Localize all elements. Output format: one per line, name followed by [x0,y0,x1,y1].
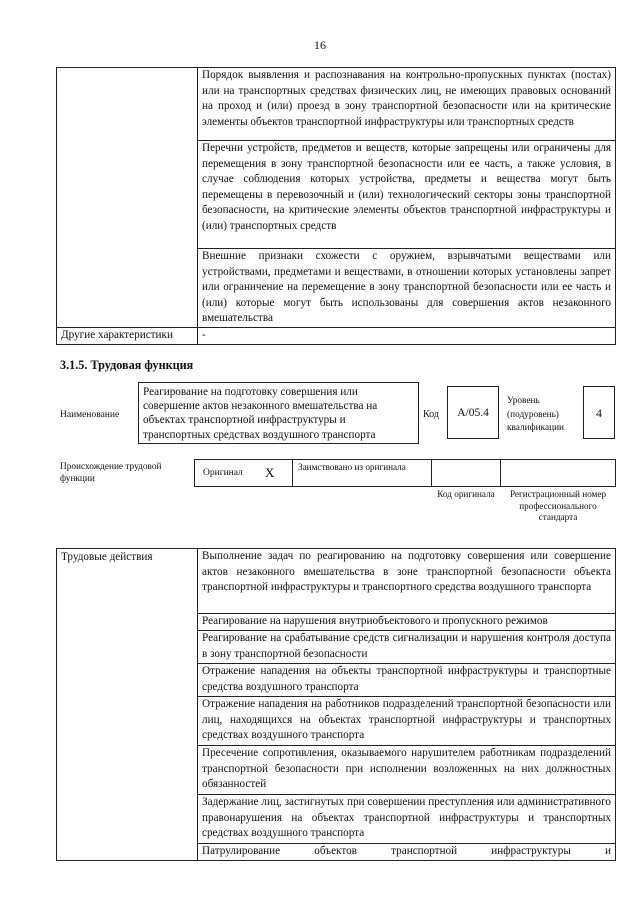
registration-number-caption: Регистрационный номер профессионального стандарта [509,489,607,522]
labor-action-item: Отражение нападения на объекты транспортной инфраструктуры и транспортные средства воздушного транспорта [198,664,616,697]
table-cell-text: Порядок выявления и распознавания на контрольно-пропускных пунктах (постах) или на транспортных средствах физических лиц, не имеющих правовых оснований на проход и (или) проезд в зону транспортной безопасности или на критические элементы объектов транспортной инфраструктуры или транспортных средств [198,68,616,141]
original-label: Оригинал [203,468,243,478]
code-label: Код [423,409,439,420]
page-number: 16 [314,38,326,52]
labor-action-item: Реагирование на срабатывание средств сигнализации и нарушения контроля доступа в зону транспортной безопасности [198,631,616,664]
table-cell-text: Перечни устройств, предметов и веществ, которые запрещены или ограничены для перемещения в зону транспортной безопасности или ее часть, а также условия, в случае соблюдения которых устройства, предметы и вещества могут быть перемещены в перевозочный и (или) технологический секторы зоны транспортной безопасности, на критические элементы объектов транспортной инфраструктуры и (или) транспортных средств [198,141,616,249]
origin-label: Происхождение трудовой функции [60,462,162,484]
labor-action-item: Пресечение сопротивления, оказываемого нарушителем работникам подразделений транспортной безопасности при исполнении возложенных на них должностных обязанностей [198,746,616,795]
level-value: 4 [583,386,615,439]
table-cell-text: Внешние признаки схожести с оружием, взрывчатыми веществами или устройствами, предметами и веществами, в отношении которых установлены запрет или ограничение на перемещение в зону транспортной безопасности или ее часть и (или) которые могут быть использованы для совершения актов незаконного вмешательства [198,249,616,328]
registration-number-cell [500,459,616,487]
borrowed-label: Заимствовано из оригинала [298,462,406,472]
name-label: Наименование [60,410,120,420]
other-characteristics-label: Другие характеристики [57,327,198,344]
labor-action-item: Реагирование на нарушения внутриобъектового и пропускного режимов [198,614,616,631]
section-title: 3.1.5. Трудовая функция [60,358,194,372]
table-row [57,549,616,614]
function-code: A/05.4 [447,386,499,439]
labor-actions-label: Трудовые действия [57,549,198,861]
knowledge-table [56,67,616,345]
labor-action-item: Выполнение задач по реагированию на подготовку совершения или совершение актов незаконного вмешательства в зоне транспортной безопасности объекта транспортной инфраструктуры и транспортного средства воздушного транспорта [198,549,616,614]
table-cell-empty [57,68,198,328]
original-mark: X [265,465,275,480]
table-row [57,327,616,344]
function-name-box [138,382,419,444]
table-row [57,68,616,141]
labor-action-item: Отражение нападения на работников подразделений транспортной безопасности или лиц, находящихся на объектах транспортной инфраструктуры и транспортных средствах воздушного транспорта [198,697,616,746]
other-characteristics-value: - [198,327,616,344]
labor-action-item: Задержание лиц, застигнутых при совершении преступления или административного правонарушения на объектах транспортной инфраструктуры и транспортных средствах воздушного транспорта [198,795,616,844]
function-name: Реагирование на подготовку совершения или совершение актов незаконного вмешательства на объектах транспортной инфраструктуры и транспортных средствах воздушного транспорта [143,386,378,441]
labor-actions-table [56,548,616,861]
level-label: Уровень (подуровень) квалификации [507,396,565,433]
original-cell [194,459,293,487]
borrowed-cell [292,459,432,487]
original-code-caption: Код оригинала [437,489,495,499]
labor-action-item: Патрулирование объектов транспортной инфраструктуры и [198,844,616,861]
original-code-cell [431,459,501,487]
